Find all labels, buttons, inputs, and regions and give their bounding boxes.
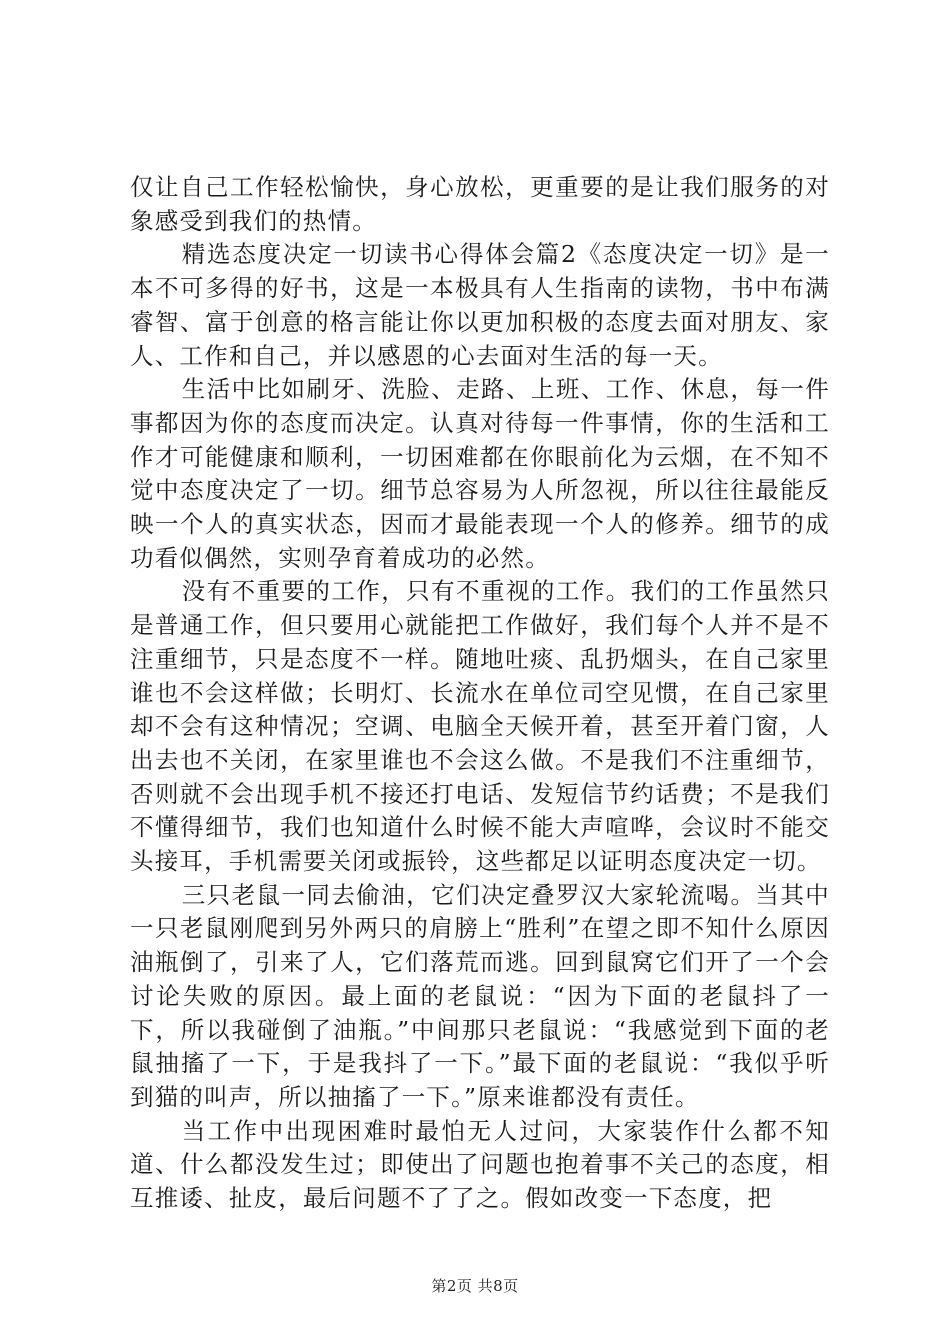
page-footer: 第2页 共8页: [431, 1277, 519, 1295]
paragraph-difficulties: 当工作中出现困难时最怕无人过问，大家装作什么都不知道、什么都没发生过；即使出了问题也抱着事不关己的态度，相互推诿、扯皮，最后问题不了了之。假如改变一下态度，把: [130, 1116, 830, 1213]
paragraph-three-mice: 三只老鼠一同去偷油，它们决定叠罗汉大家轮流喝。当其中一只老鼠刚爬到另外两只的肩膀上“胜利”在望之即不知什么原因油瓶倒了，引来了人，它们落荒而逃。回到鼠窝它们开了一个会讨论失败的原因。最上面的老鼠说：“因为下面的老鼠抖了一下，所以我碰倒了油瓶。”中间那只老鼠说：“我感觉到下面的老鼠抽搐了一下，于是我抖了一下。”最下面的老鼠说：“我似乎听到猫的叫声，所以抽搐了一下。”原来谁都没有责任。: [130, 880, 830, 1111]
paragraph-work-details: 没有不重要的工作，只有不重视的工作。我们的工作虽然只是普通工作，但只要用心就能把工作做好，我们每个人并不是不注重细节，只是态度不一样。随地吐痰、乱扔烟头，在自己家里谁也不会这样做；长明灯、长流水在单位司空见惯，在自己家里却不会有这种情况；空调、电脑全天候开着，甚至开着门窗，人出去也不关闭，在家里谁也不会这么做。不是我们不注重细节，否则就不会出现手机不接还打电话、发短信节约话费；不是我们不懂得细节，我们也知道什么时候不能大声喧哗，会议时不能交头接耳，手机需要关闭或振铃，这些都足以证明态度决定一切。: [130, 577, 830, 876]
paragraph-book-intro: 精选态度决定一切读书心得体会篇2《态度决定一切》是一本不可多得的好书，这是一本极具有人生指南的读物，书中布满睿智、富于创意的格言能让你以更加积极的态度去面对朋友、家人、工作和自己，并以感恩的心去面对生活的每一天。: [130, 240, 830, 370]
paragraph-daily-life: 生活中比如刷牙、洗脸、走路、上班、工作、休息，每一件事都因为你的态度而决定。认真对待每一件事情，你的生活和工作才可能健康和顺利，一切困难都在你眼前化为云烟，在不知不觉中态度决定了一切。细节总容易为人所忽视，所以往往最能反映一个人的真实状态，因而才最能表现一个人的修养。细节的成功看似偶然，实则孕育着成功的必然。: [130, 375, 830, 572]
paragraph-continuation: 仅让自己工作轻松愉快，身心放松，更重要的是让我们服务的对象感受到我们的热情。: [130, 173, 830, 235]
document-body: [130, 171, 830, 1216]
